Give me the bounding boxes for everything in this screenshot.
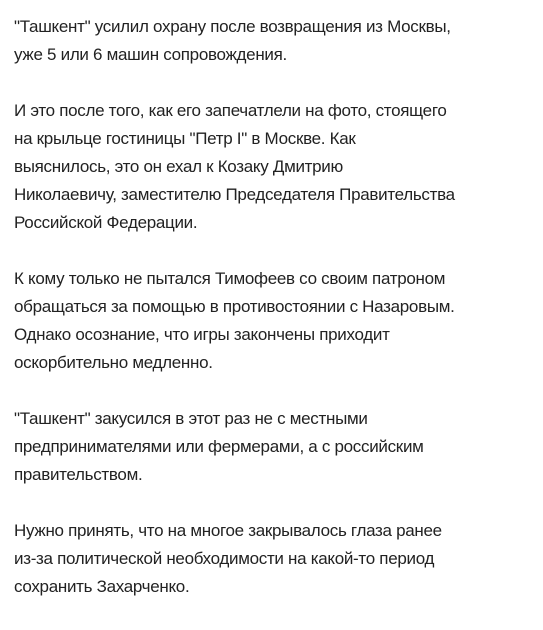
text-line: уже 5 или 6 машин сопровождения. [14, 45, 287, 64]
text-line: сохранить Захарченко. [14, 577, 190, 596]
text-line: оскорбительно медленно. [14, 353, 213, 372]
paragraph-4 [14, 405, 533, 489]
text-line: "Ташкент" усилил охрану после возвращения из Москвы, [14, 17, 451, 36]
paragraph-2 [14, 97, 533, 237]
text-line: предпринимателями или фермерами, а с российским [14, 437, 424, 456]
text-line: Николаевичу, заместителю Председателя Правительства [14, 185, 455, 204]
text-line: К кому только не пытался Тимофеев со своим патроном [14, 269, 446, 288]
text-line: Нужно принять, что на многое закрывалось глаза ранее [14, 521, 442, 540]
paragraph-1 [14, 13, 533, 69]
text-line: "Ташкент" закусился в этот раз не с местными [14, 409, 368, 428]
text-line: из-за политической необходимости на какой-то период [14, 549, 435, 568]
text-line: правительством. [14, 465, 143, 484]
paragraph-3 [14, 265, 533, 377]
text-line: обращаться за помощью в противостоянии с Назаровым. [14, 297, 455, 316]
text-line: И это после того, как его запечатлели на фото, стоящего [14, 101, 447, 120]
text-line: Однако осознание, что игры закончены приходит [14, 325, 390, 344]
paragraph-5 [14, 517, 533, 601]
text-line: на крыльце гостиницы "Петр I" в Москве. Как [14, 129, 356, 148]
text-line: выяснилось, это он ехал к Козаку Дмитрию [14, 157, 343, 176]
text-line: Российской Федерации. [14, 213, 198, 232]
